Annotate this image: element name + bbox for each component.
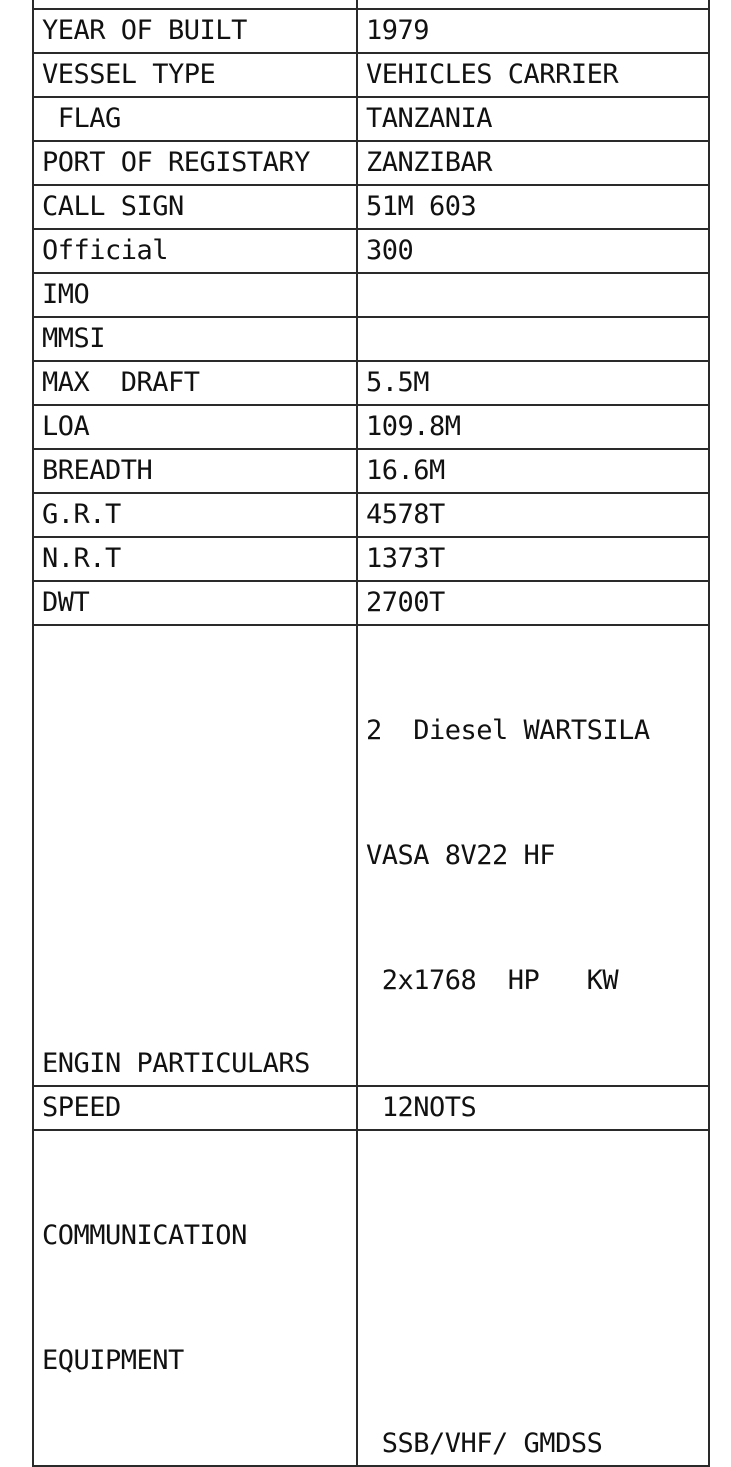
table-row-communication-equipment (33, 1130, 709, 1466)
value-cell: 300 (357, 229, 709, 273)
label-cell: SPEED (33, 1086, 357, 1130)
table-row-vessel-type (33, 53, 709, 97)
vessel-particulars-table (32, 0, 710, 1467)
value-cell: 12NOTS (357, 1086, 709, 1130)
engine-line: 2x1768 HP KW (366, 965, 619, 996)
value-cell: ZANZIBAR (357, 141, 709, 185)
label-cell: MMSI (33, 317, 357, 361)
value-cell (357, 0, 709, 9)
value-cell: 1979 (357, 9, 709, 53)
table-row-flag (33, 97, 709, 141)
label-cell: FLAG (33, 97, 357, 141)
label-cell: ENGIN PARTICULARS (33, 625, 357, 1086)
label-cell: YEAR OF BUILT (33, 9, 357, 53)
label-cell: VESSEL TYPE (33, 53, 357, 97)
label-cell (33, 1130, 357, 1466)
vessel-particulars-sheet (32, 0, 708, 1467)
value-cell: VEHICLES CARRIER (357, 53, 709, 97)
comm-label-line: EQUIPMENT (42, 1345, 184, 1376)
table-row-loa (33, 405, 709, 449)
value-cell: 51M 603 (357, 185, 709, 229)
label-cell: MAX DRAFT (33, 361, 357, 405)
value-cell: 5.5M (357, 361, 709, 405)
table-row-call-sign (33, 185, 709, 229)
table-row-breadth (33, 449, 709, 493)
value-cell: 4578T (357, 493, 709, 537)
label-cell (33, 0, 357, 9)
table-row-speed (33, 1086, 709, 1130)
table-row-imo (33, 273, 709, 317)
comm-label-line: COMMUNICATION (42, 1220, 247, 1251)
value-cell: 109.8M (357, 405, 709, 449)
value-cell: TANZANIA (357, 97, 709, 141)
label-cell: CALL SIGN (33, 185, 357, 229)
value-cell: SSB/VHF/ GMDSS (357, 1130, 709, 1466)
label-cell: DWT (33, 581, 357, 625)
value-cell: 1373T (357, 537, 709, 581)
label-cell: G.R.T (33, 493, 357, 537)
engine-line: VASA 8V22 HF (366, 840, 556, 871)
value-cell (357, 625, 709, 1086)
table-row-max-draft (33, 361, 709, 405)
label-cell: N.R.T (33, 537, 357, 581)
value-cell: 2700T (357, 581, 709, 625)
table-row-partial-top (33, 0, 709, 9)
value-cell (357, 317, 709, 361)
table-row-official (33, 229, 709, 273)
value-cell: 16.6M (357, 449, 709, 493)
table-row-nrt (33, 537, 709, 581)
label-cell: PORT OF REGISTARY (33, 141, 357, 185)
value-cell (357, 273, 709, 317)
label-cell: Official (33, 229, 357, 273)
label-cell: BREADTH (33, 449, 357, 493)
table-row-year-of-built (33, 9, 709, 53)
table-row-port-of-registary (33, 141, 709, 185)
engine-line: 2 Diesel WARTSILA (366, 715, 650, 746)
table-row-dwt (33, 581, 709, 625)
table-row-engine-particulars (33, 625, 709, 1086)
table-row-grt (33, 493, 709, 537)
label-cell: LOA (33, 405, 357, 449)
label-cell: IMO (33, 273, 357, 317)
table-row-mmsi (33, 317, 709, 361)
